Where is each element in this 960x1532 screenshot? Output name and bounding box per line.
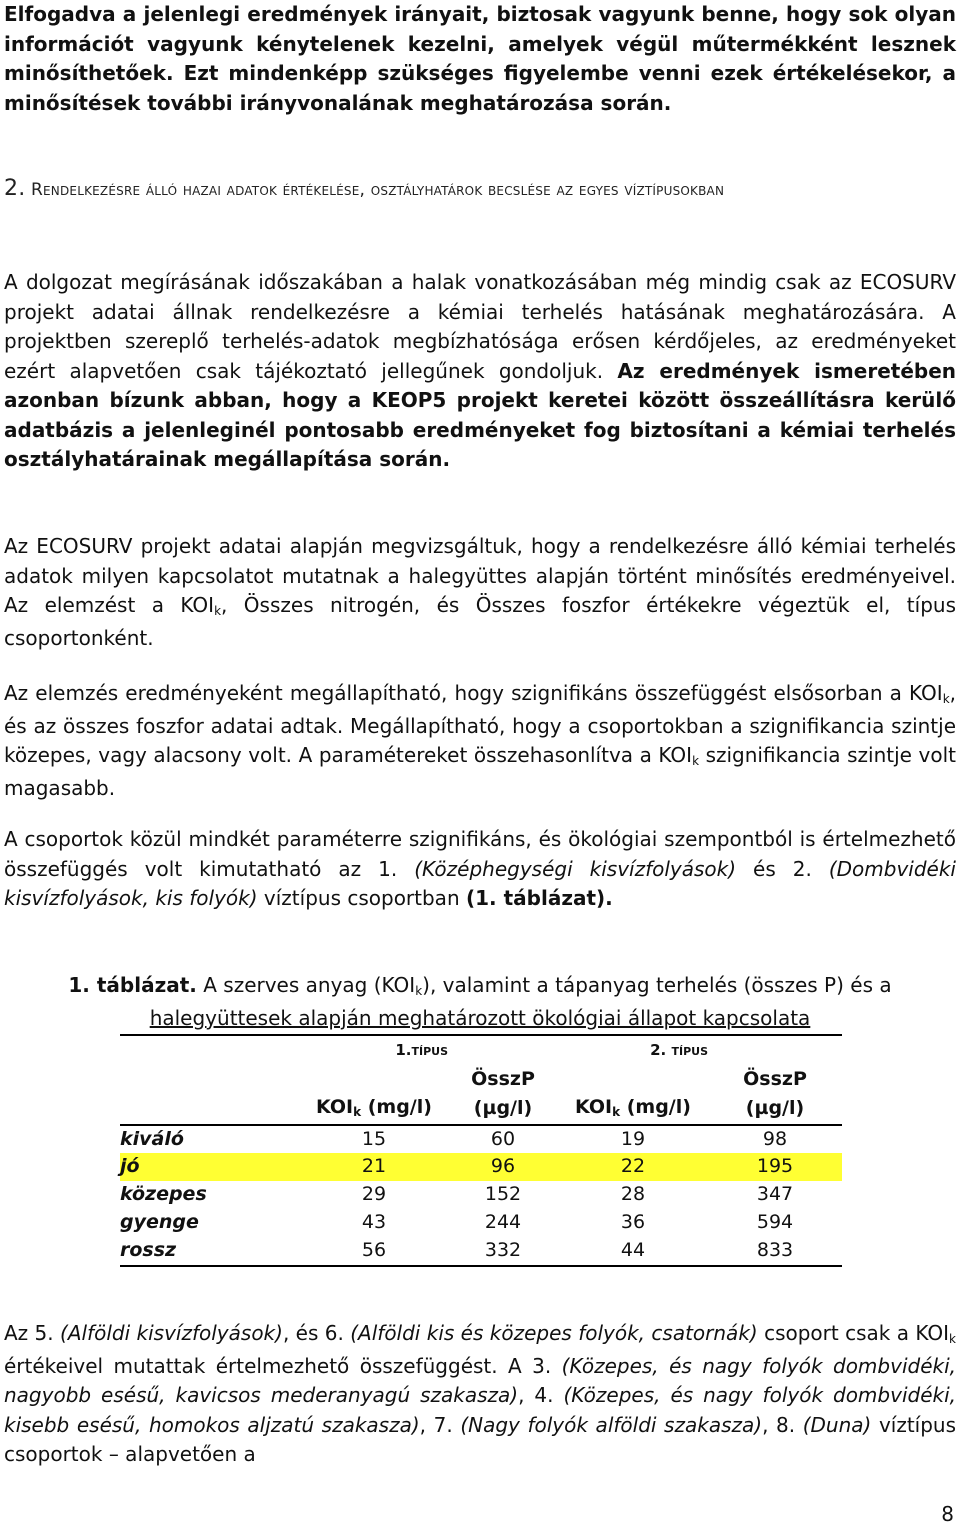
paragraph-1-text: A dolgozat megírásának időszakában a halak vonatkozásában még mindig csak az ECOSURV projekt adatai állnak rendelkezésre a kémiai terhelés hatásának meghatározására. A projektben szereplő terhelés-adatok megbízhatósága erősen kérdőjeles, az eredményeket ezért alapvetően csak tájékoztató jellegűnek gondoljuk.	[4, 270, 956, 383]
row-label: jó	[120, 1153, 300, 1181]
osszp-header-1: ÖsszP	[471, 1068, 535, 1090]
paragraph-5-text: , 7.	[419, 1412, 461, 1437]
paragraph-4-italic-1: (Középhegységi kisvízfolyások)	[414, 856, 737, 881]
table-cell: 56	[300, 1237, 448, 1266]
koi-subscript: k	[415, 984, 423, 998]
table-row	[120, 1125, 842, 1154]
intro-paragraph: Elfogadva a jelenlegi eredmények irányait, biztosak vagyunk benne, hogy sok olyan információt vagyunk kénytelenek kezelni, amelyek végül műtermékként lesznek minősíthetőek. Ezt mindenképp szükséges figyelembe venni ezek értékelésekor, a minősítések további irányvonalának meghatározása során.	[4, 2, 956, 115]
paragraph-5-text: csoport csak a KOI	[757, 1321, 950, 1345]
results-table	[120, 1034, 842, 1267]
table-cell: 244	[484, 1210, 522, 1233]
table-cell: 29	[361, 1183, 387, 1206]
paragraph-3-text-b: , és az összes foszfor adatai adtak. Megállapítható, hogy a csoportokban a szignifikancia szintje közepes, vagy alacsony volt. A paramétereket összehasonlítva a KOI	[4, 681, 956, 767]
table-row	[120, 1237, 842, 1266]
koi-header-2	[558, 1094, 708, 1125]
paragraph-5	[4, 1319, 956, 1470]
section-title: Rendelkezésre álló hazai adatok értékelése, osztályhatárok becslése az egyes víztípusokban	[31, 180, 725, 200]
paragraph-5-italic: (Alföldi kisvízfolyások)	[60, 1321, 283, 1345]
section-heading	[4, 172, 956, 207]
paragraph-5-text: , és 6.	[282, 1321, 351, 1345]
row-label: gyenge	[120, 1210, 199, 1233]
table-group-header	[120, 1035, 842, 1066]
paragraph-2-text-a: Az ECOSURV projekt adatai alapján megvizsgáltuk, hogy a rendelkezésre álló kémiai terhelés adatok milyen kapcsolatot mutatnak a halegyüttes alapján történt minősítés eredményeivel. Az elemzést a KOI	[4, 534, 956, 617]
koi-subscript: k	[612, 1104, 621, 1119]
group-1-header: 1.típus	[300, 1035, 448, 1066]
row-label: rossz	[120, 1237, 300, 1266]
osszp-unit-1: (µg/l)	[448, 1094, 558, 1125]
row-label: közepes	[120, 1183, 207, 1206]
paragraph-5-text: , 4.	[518, 1383, 564, 1407]
table-cell: 98	[762, 1127, 788, 1150]
koi-subscript: k	[692, 754, 700, 768]
table-row	[120, 1181, 842, 1209]
koi-subscript: k	[942, 692, 950, 706]
paragraph-2-text-b: , Összes nitrogén, és Összes foszfor értékekre végeztük el, típus csoportonként.	[4, 593, 956, 650]
table-cell: 28	[620, 1183, 646, 1206]
paragraph-5-italic: (Nagy folyók alföldi szakasza)	[460, 1412, 763, 1437]
koi-subscript: k	[214, 604, 222, 618]
koi-subscript: k	[353, 1104, 362, 1119]
table-cell: 347	[756, 1183, 794, 1206]
koi-label: KOI	[575, 1095, 613, 1118]
table-header-row-3	[120, 1094, 842, 1125]
paragraph-4-text-a: A csoportok közül mindkét paraméterre szignifikáns, és ökológiai szempontból is értelmezhető összefüggés volt kimutatható az 1.	[4, 827, 956, 881]
table-reference: (1. táblázat).	[465, 886, 613, 910]
paragraph-5-text: , 8.	[762, 1412, 803, 1437]
paragraph-5-italic: (Duna)	[802, 1412, 872, 1437]
paragraph-4-italic-2: (Dombvidéki kisvízfolyások, kis folyók)	[4, 856, 956, 910]
table-caption	[4, 970, 956, 1033]
caption-label: 1. táblázat.	[68, 973, 197, 997]
koi-unit: (mg/l)	[361, 1095, 432, 1118]
paragraph-5-text: víztípus csoportok – alapvetően a	[4, 1412, 957, 1466]
table-cell: 332	[448, 1237, 558, 1266]
paragraph-5-text: Az 5.	[4, 1321, 61, 1345]
paragraph-2	[4, 532, 956, 653]
koi-unit: (mg/l)	[620, 1095, 691, 1118]
table-cell: 44	[558, 1237, 708, 1266]
table-cell: 19	[620, 1127, 646, 1150]
koi-label: KOI	[316, 1095, 354, 1118]
table-header-row-2	[120, 1066, 842, 1094]
caption-line-2: halegyüttesek alapján meghatározott ökológiai állapot kapcsolata	[149, 1006, 811, 1030]
paragraph-1	[4, 268, 956, 475]
paragraph-4	[4, 825, 956, 914]
caption-text-a: A szerves anyag (KOI	[196, 973, 416, 997]
paragraph-3-text-c: szignifikancia szintje volt magasabb.	[4, 743, 956, 800]
table-cell: 60	[490, 1127, 516, 1150]
osszp-header-2: ÖsszP	[743, 1068, 807, 1090]
paragraph-5-italic: (Alföldi kis és közepes folyók, csatornák)	[350, 1321, 758, 1345]
table-row-highlighted	[120, 1153, 842, 1181]
paragraph-3-text-a: Az elemzés eredményeként megállapítható, hogy szignifikáns összefüggést elsősorban a KOI	[4, 681, 943, 705]
table-cell: 96	[448, 1153, 558, 1181]
page-number: 8	[941, 1502, 954, 1526]
osszp-unit-2: (µg/l)	[708, 1094, 842, 1125]
table-cell: 43	[361, 1210, 387, 1233]
koi-subscript: k	[949, 1332, 956, 1346]
section-number: 2.	[4, 176, 26, 201]
paragraph-5-italic: (Közepes, és nagy folyók dombvidéki, nagyobb esésű, kavicsos mederanyagú szakasza)	[4, 1353, 957, 1407]
row-label: kiváló	[120, 1127, 184, 1150]
paragraph-5-text: értékeivel mutattak értelmezhető összefüggést. A 3.	[4, 1353, 562, 1378]
table-cell: 594	[756, 1210, 794, 1233]
table-cell: 15	[361, 1127, 387, 1150]
group-2-header: 2. típus	[558, 1035, 708, 1066]
koi-header-1	[300, 1094, 448, 1125]
table-cell: 152	[484, 1183, 522, 1206]
table-cell: 22	[558, 1153, 708, 1181]
paragraph-3	[4, 679, 956, 803]
table-cell: 36	[620, 1210, 646, 1233]
table-cell: 833	[708, 1237, 842, 1266]
paragraph-5-italic: (Közepes, és nagy folyók dombvidéki, kisebb esésű, homokos aljzatú szakasza)	[4, 1383, 956, 1437]
caption-text-b: ), valamint a tápanyag terhelés (összes P) és a	[422, 973, 892, 997]
table-row	[120, 1209, 842, 1237]
table-cell: 195	[708, 1153, 842, 1181]
table-cell: 21	[300, 1153, 448, 1181]
paragraph-1-bold: Az eredmények ismeretében azonban bízunk abban, hogy a KEOP5 projekt keretei között összeállításra kerülő adatbázis a jelenleginél pontosabb eredményeket fog biztosítani a kémiai terhelés osztályhatárainak megállapítása során.	[4, 358, 956, 471]
paragraph-4-text-b: és 2.	[736, 856, 829, 881]
paragraph-4-text-c: víztípus csoportban	[257, 886, 466, 910]
